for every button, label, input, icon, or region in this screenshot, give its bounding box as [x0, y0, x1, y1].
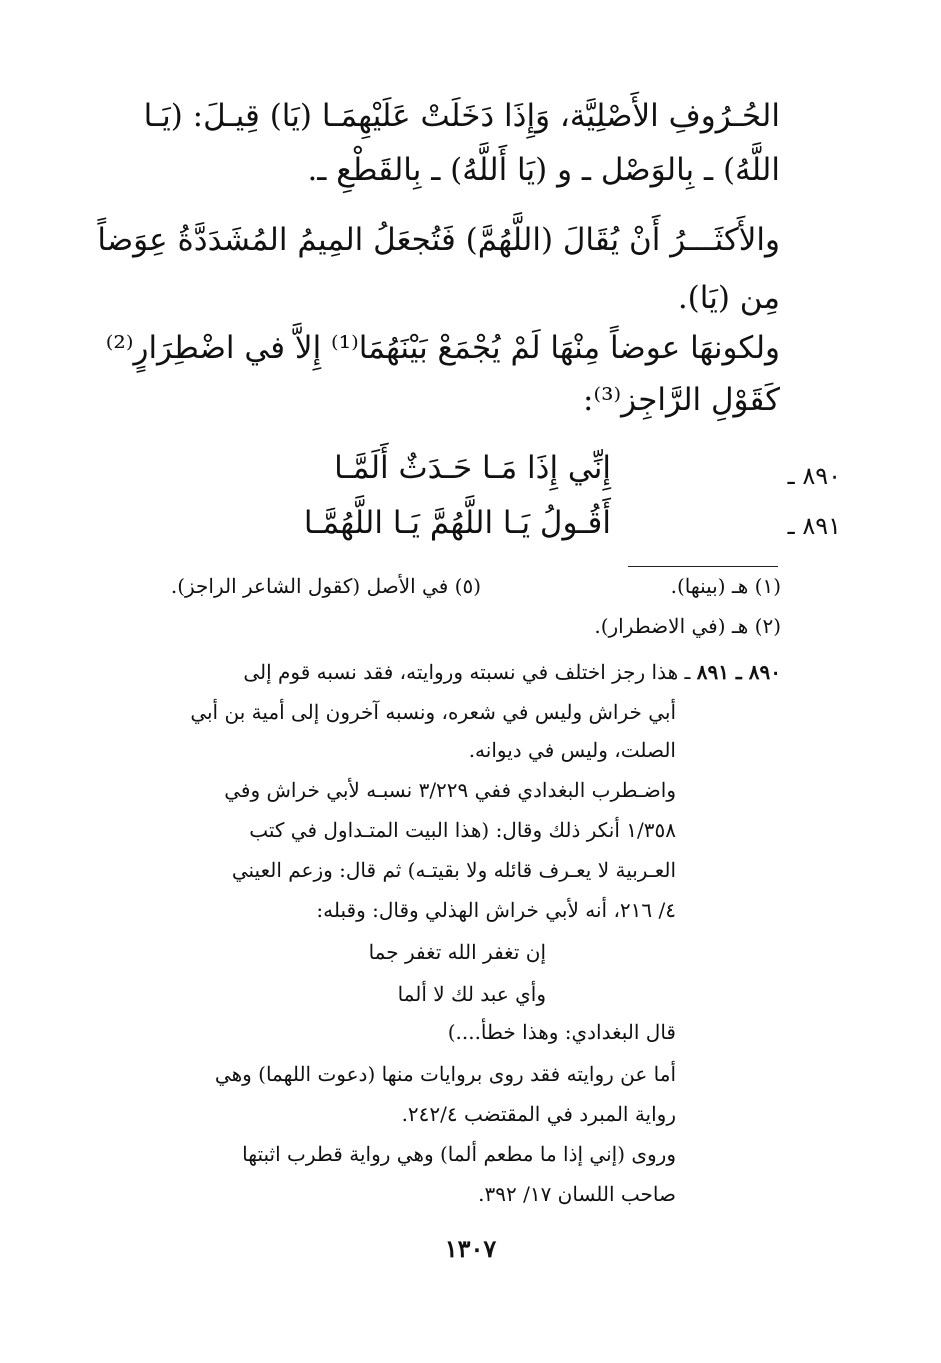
main-line-1: الحُـرُوفِ الأَصْلِيَّة، وَإِذَا دَخَلَتْ عَلَيْهِمَـا (يَا) قِيـلَ: (يَـا: [143, 98, 780, 134]
verse-890-number: ٨٩٠ ـ: [787, 462, 841, 490]
main-line-5: ولكونهَا عوضاً مِنْهَا لَمْ يُجْمَعْ بَيْنَهُمَا⁽¹⁾ إِلاَّ في اضْطِرَارٍ⁽²⁾: [105, 330, 780, 366]
main-line-3: والأَكثَـــرُ أَنْ يُقَالَ (اللَّهُمَّ) فَتُجعَلُ المِيمُ المُشَدَدَّةُ عِوَضاً: [97, 222, 780, 258]
verse-891-number: ٨٩١ ـ: [787, 512, 841, 540]
note-line-11: أما عن روايته فقد روى بروايات منها (دعوت اللهما) وهي: [214, 1062, 676, 1086]
note-line-10: قال البغدادي: وهذا خطأ....): [447, 1020, 676, 1044]
note-line-7: ٤/ ٢١٦، أنه لأبي خراش الهذلي وقال: وقبله:: [316, 898, 676, 922]
verse-890-text: إِنِّي إِذَا مَـا حَـدَثٌ أَلَمَّـا: [334, 450, 611, 486]
note-line-13: وروى (إني إذا ما مطعم ألما) وهي رواية قطرب اثبتها: [242, 1142, 676, 1166]
note-line-3: الصلت، وليس في ديوانه.: [468, 738, 676, 762]
main-line-4: مِن (يَا).: [677, 280, 780, 316]
main-line-2: اللَّهُ) ـ بِالوَصْل ـ و (يَا أَللَّهُ) ـ بِالقَطْعِ ـ.: [307, 152, 780, 188]
page-number: ١٣٠٧: [444, 1234, 497, 1263]
note-line-4: واضـطرب البغدادي ففي ٣/٢٢٩ نسبـه لأبي خراش وفي: [224, 778, 676, 802]
note-verse-line-2: وأي عبد لك لا ألما: [397, 982, 546, 1006]
note-verse-numbers: ٨٩٠ ـ ٨٩١: [696, 660, 781, 684]
footnote-2: (٢) هـ (في الاضطرار).: [594, 614, 781, 638]
note-verse-line-1: إن تغفر الله تغفر جما: [368, 940, 546, 964]
main-line-6: كَقَوْلِ الرَّاجِز⁽³⁾:: [583, 382, 780, 418]
note-line-1-text: ـ هذا رجز اختلف في نسبته وروايته، فقد نسبه قوم إلى: [243, 660, 691, 684]
note-line-2: أبي خراش وليس في شعره، ونسبه آخرون إلى أمية بن أبي: [190, 700, 676, 724]
note-line-14: صاحب اللسان ١٧/ ٣٩٢.: [478, 1182, 676, 1206]
note-line-1: [243, 660, 781, 684]
verse-891-text: أَقُـولُ يَـا اللَّهُمَّ يَـا اللَّهُمَّـا: [303, 505, 611, 541]
note-line-12: رواية المبرد في المقتضب ٢٤٢/٤.: [401, 1102, 676, 1126]
footnote-1: (١) هـ (بينها).: [670, 574, 781, 598]
footnote-5: (٥) في الأصل (كقول الشاعر الراجز).: [170, 574, 481, 598]
note-line-6: العـربية لا يعـرف قائله ولا بقيتـه) ثم قال: وزعم العيني: [231, 858, 676, 882]
note-line-5: ١/٣٥٨ أنكر ذلك وقال: (هذا البيت المتـداول في كتب: [249, 818, 676, 842]
footnote-separator: [628, 566, 778, 567]
